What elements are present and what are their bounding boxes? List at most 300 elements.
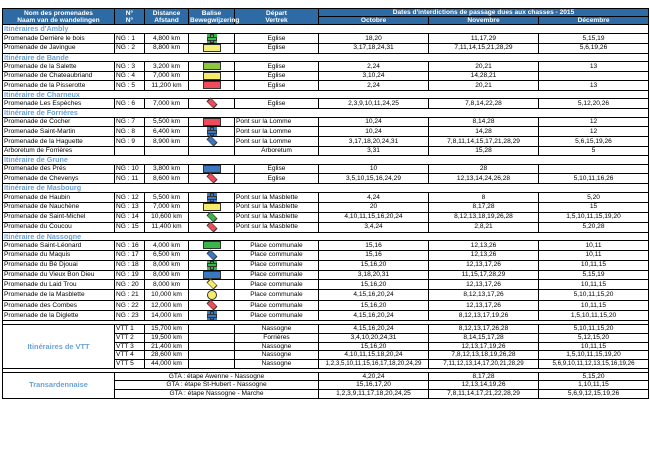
vtt-number: VTT 5 <box>115 359 145 368</box>
group-title-row <box>3 53 649 62</box>
promenade-name: Promenade de Chateaubriand <box>3 71 115 80</box>
november-dates: 7,11,12,13,14,17,20,21,28,29 <box>429 359 539 368</box>
vtt-distance: 44,000 km <box>145 359 189 368</box>
balise-cell <box>189 118 235 127</box>
october-dates: 3,10,24 <box>319 71 429 80</box>
balise-cell <box>189 99 235 109</box>
promenade-number: NG : 3 <box>115 62 145 71</box>
december-dates: 12 <box>539 127 649 137</box>
october-dates: 4,15,16,20,24 <box>319 311 429 321</box>
depart-location: Pont sur la Masblette <box>235 212 319 222</box>
promenade-distance: 3,200 km <box>145 62 189 71</box>
group-title: Itinéraire de Bande <box>3 53 649 62</box>
promenade-name: Promenade du Bé Djouai <box>3 260 115 270</box>
col-no-header: N° N° <box>115 9 145 25</box>
promenade-name: Promenade du Laid Trou <box>3 280 115 290</box>
november-dates: 12,13,17,19,26 <box>429 342 539 351</box>
november-dates: 12,13,14,24,26,28 <box>429 174 539 184</box>
promenade-number: NG : 22 <box>115 301 145 311</box>
december-dates: 12 <box>539 118 649 127</box>
promenade-row <box>3 174 649 184</box>
december-dates: 5,20 <box>539 193 649 203</box>
promenade-name: Promenade Derrière le bois <box>3 34 115 44</box>
gta-stage: GTA : étape Awenne - Nassogne <box>115 372 319 381</box>
november-dates: 8,12,13,17,19,26 <box>429 311 539 321</box>
promenade-distance: 4,800 km <box>145 34 189 44</box>
november-dates: 8 <box>429 193 539 203</box>
promenade-distance: 3,800 km <box>145 164 189 173</box>
december-dates: 5,10,11,16,26 <box>539 174 649 184</box>
balise-cell <box>189 241 235 250</box>
december-dates: 1,5,10,11,15,20 <box>539 311 649 321</box>
vtt-number: VTT 1 <box>115 325 145 334</box>
october-dates: 3,4,10,20,24,31 <box>319 333 429 342</box>
promenade-name: Promenade Saint-Léonard <box>3 241 115 250</box>
promenade-name: Promenade des Combes <box>3 301 115 311</box>
promenade-row <box>3 44 649 53</box>
depart-location: Eglise <box>235 34 319 44</box>
group-title-row <box>3 109 649 118</box>
december-dates: 1,5,10,11,15,19,20 <box>539 351 649 360</box>
promenade-number: NG : 15 <box>115 222 145 232</box>
december-dates: 5,15,19 <box>539 270 649 279</box>
rect-marker-icon <box>203 62 221 70</box>
depart-location: Eglise <box>235 174 319 184</box>
vtt-number: VTT 3 <box>115 342 145 351</box>
october-dates: 4,24 <box>319 193 429 203</box>
balise-cell <box>189 351 235 360</box>
balise-cell <box>189 81 235 90</box>
diamond-marker-icon <box>206 279 217 290</box>
november-dates: 8,17,28 <box>429 372 539 381</box>
transardennaise-section-label: Transardennaise <box>3 372 115 398</box>
depart-location: Eglise <box>235 164 319 173</box>
november-dates: 2,8,21 <box>429 222 539 232</box>
promenade-row <box>3 127 649 137</box>
hunting-closures-table <box>2 8 649 399</box>
december-dates: 10,11,15 <box>539 280 649 290</box>
promenade-number: NG : 20 <box>115 280 145 290</box>
cross-marker-icon <box>207 261 217 270</box>
cross-marker-icon <box>207 193 217 202</box>
october-dates: 4,15,16,20,24 <box>319 325 429 334</box>
balise-cell <box>189 137 235 147</box>
november-dates: 8,12,13,18,19,26,28 <box>429 212 539 222</box>
october-dates: 20 <box>319 203 429 212</box>
balise-cell <box>189 212 235 222</box>
november-dates: 12,13,26 <box>429 250 539 260</box>
gta-stage: GTA : étape Nassogne - Marche <box>115 390 319 399</box>
promenade-distance <box>145 147 189 156</box>
group-title: Itinéraire de Forrières <box>3 109 649 118</box>
transardennaise-row <box>3 372 649 381</box>
col-balise-header: Balise Bewegwijzering <box>190 9 240 24</box>
promenade-distance: 10,000 km <box>145 290 189 301</box>
promenade-number: NG : 1 <box>115 34 145 44</box>
december-dates: 5,12,15,20 <box>539 333 649 342</box>
depart-location: Pont sur la Lomme <box>235 127 319 137</box>
group-title: Itinéraire de Grune <box>3 156 649 165</box>
promenade-number: NG : 23 <box>115 311 145 321</box>
promenade-distance: 7,000 km <box>145 71 189 80</box>
diamond-marker-icon <box>206 136 217 147</box>
october-dates: 10 <box>319 164 429 173</box>
depart-location: Arboretum <box>235 147 319 156</box>
depart-location: Place communale <box>235 311 319 321</box>
depart-location: Nassogne <box>235 325 319 334</box>
balise-cell <box>189 325 235 334</box>
rect-marker-icon <box>203 118 221 126</box>
october-dates: 4,20,24 <box>319 372 429 381</box>
diamond-marker-icon <box>206 173 217 184</box>
promenade-distance: 8,000 km <box>145 280 189 290</box>
promenade-number: NG : 13 <box>115 203 145 212</box>
october-dates: 10,24 <box>319 118 429 127</box>
october-dates: 15,16,20 <box>319 342 429 351</box>
november-dates: 8,14,28 <box>429 118 539 127</box>
promenade-name: Promenade de la Haguette <box>3 137 115 147</box>
december-dates: 5,15,19 <box>539 34 649 44</box>
promenade-row <box>3 250 649 260</box>
balise-cell <box>189 250 235 260</box>
october-dates: 15,16,17,20 <box>319 381 429 390</box>
rect-marker-icon <box>203 165 221 173</box>
november-dates: 14,28 <box>429 127 539 137</box>
promenade-distance: 14,000 km <box>145 311 189 321</box>
october-dates: 4,15,16,20,24 <box>319 290 429 301</box>
balise-cell <box>189 260 235 270</box>
october-dates: 2,24 <box>319 81 429 90</box>
december-dates: 5,12,20,26 <box>539 99 649 109</box>
november-dates: 20,21 <box>429 81 539 90</box>
promenade-row <box>3 222 649 232</box>
promenade-name: Promenade de la Salette <box>3 62 115 71</box>
vtt-section-label: Itinéraires de VTT <box>3 325 115 369</box>
col-distance-header: Distance Afstand <box>145 9 189 25</box>
depart-location: Place communale <box>235 241 319 250</box>
december-dates: 13 <box>539 81 649 90</box>
group-title-row <box>3 184 649 193</box>
promenade-name: Promenade de la Diglette <box>3 311 115 321</box>
group-title-row <box>3 25 649 34</box>
table-body <box>3 25 649 398</box>
diamond-marker-icon <box>206 300 217 311</box>
october-dates: 10,24 <box>319 127 429 137</box>
promenade-name: Promenade de Saint-Michel <box>3 212 115 222</box>
diamond-marker-icon <box>206 98 217 109</box>
promenade-distance: 7,000 km <box>145 99 189 109</box>
promenade-number: NG : 10 <box>115 164 145 173</box>
october-dates: 1,2,3,9,11,17,18,20,24,25 <box>319 390 429 399</box>
promenade-distance: 5,500 km <box>145 193 189 203</box>
december-dates: 10,11,15 <box>539 342 649 351</box>
promenade-distance: 8,000 km <box>145 260 189 270</box>
promenade-name: Arboretum de Forrières <box>3 147 115 156</box>
november-dates: 11,17,29 <box>429 34 539 44</box>
october-dates: 2,24 <box>319 62 429 71</box>
promenade-row <box>3 118 649 127</box>
promenade-row <box>3 203 649 212</box>
promenade-distance: 6,500 km <box>145 250 189 260</box>
promenade-number: NG : 7 <box>115 118 145 127</box>
depart-location: Eglise <box>235 71 319 80</box>
october-dates: 3,17,18,20,24,31 <box>319 137 429 147</box>
october-header: Octobre <box>319 17 429 24</box>
depart-location: Pont sur la Masblette <box>235 222 319 232</box>
promenade-distance: 5,500 km <box>145 118 189 127</box>
depart-location: Place communale <box>235 250 319 260</box>
november-dates: 12,13,17,26 <box>429 280 539 290</box>
december-header: Décembre <box>577 17 610 25</box>
november-dates: 7,11,14,15,21,28,29 <box>429 44 539 53</box>
october-dates: 3,17,18,24,31 <box>319 44 429 53</box>
december-dates: 5,15,20 <box>539 372 649 381</box>
promenade-name: Promenade des Prés <box>3 164 115 173</box>
december-dates: 5 <box>539 147 649 156</box>
october-dates: 15,16,20 <box>319 301 429 311</box>
promenade-name: Promenade du Maquis <box>3 250 115 260</box>
balise-cell <box>189 164 235 173</box>
promenade-name: Promenade du Coucou <box>3 222 115 232</box>
depart-location: Eglise <box>235 44 319 53</box>
promenade-distance: 10,600 km <box>145 212 189 222</box>
december-dates: 10,11 <box>539 241 649 250</box>
promenade-row <box>3 62 649 71</box>
october-dates: 3,5,10,15,16,24,29 <box>319 174 429 184</box>
promenade-row <box>3 34 649 44</box>
vtt-distance: 28,600 km <box>145 351 189 360</box>
november-dates: 7,8,14,22,28 <box>429 99 539 109</box>
group-title: Itinéraire de Charneux <box>3 90 649 99</box>
balise-cell <box>189 147 235 156</box>
promenade-distance: 6,400 km <box>145 127 189 137</box>
table-header <box>3 9 649 25</box>
december-dates: 10,11 <box>539 250 649 260</box>
promenade-name: Promenade de Nauchène <box>3 203 115 212</box>
promenade-distance: 12,000 km <box>145 301 189 311</box>
december-dates: 5,6,9,12,15,19,26 <box>539 390 649 399</box>
promenade-distance: 4,000 km <box>145 241 189 250</box>
december-dates: 5,10,11,15,20 <box>539 325 649 334</box>
october-dates: 18,20 <box>319 34 429 44</box>
november-dates: 7,8,11,14,17,21,22,28,29 <box>429 390 539 399</box>
vtt-distance: 19,500 km <box>145 333 189 342</box>
promenade-number: NG : 11 <box>115 174 145 184</box>
october-dates: 15,16 <box>319 250 429 260</box>
depart-location: Eglise <box>235 99 319 109</box>
november-dates: 7,8,12,13,18,19,26,28 <box>429 351 539 360</box>
november-dates: 15,28 <box>429 147 539 156</box>
balise-cell <box>189 359 235 368</box>
promenade-number: NG : 16 <box>115 241 145 250</box>
november-dates: 20,21 <box>429 62 539 71</box>
balise-cell <box>189 280 235 290</box>
december-dates: 5,10,11,15,20 <box>539 290 649 301</box>
december-dates: 10,11,15 <box>539 301 649 311</box>
depart-location: Place communale <box>235 301 319 311</box>
group-title-row <box>3 156 649 165</box>
gta-stage: GTA : étape St-Hubert - Nassogne <box>115 381 319 390</box>
promenade-distance: 8,900 km <box>145 137 189 147</box>
promenade-row <box>3 241 649 250</box>
october-dates: 3,4,24 <box>319 222 429 232</box>
rect-marker-icon <box>203 203 221 211</box>
december-dates: 5,20,28 <box>539 222 649 232</box>
november-dates: 12,13,17,26 <box>429 301 539 311</box>
october-dates: 15,16,20 <box>319 260 429 270</box>
promenade-name: Promenade Les Espèches <box>3 99 115 109</box>
promenade-row <box>3 212 649 222</box>
promenade-number: NG : 4 <box>115 71 145 80</box>
promenade-name: Promenade de Haubin <box>3 193 115 203</box>
diamond-marker-icon <box>206 249 217 260</box>
vtt-row <box>3 325 649 334</box>
promenade-name: Promenade du Vieux Bon Dieu <box>3 270 115 279</box>
balise-cell <box>189 222 235 232</box>
promenade-name: Promenade de Cocher <box>3 118 115 127</box>
promenade-row <box>3 81 649 90</box>
promenade-number <box>115 147 145 156</box>
december-dates <box>539 164 649 173</box>
november-dates: 8,12,13,17,26,28 <box>429 325 539 334</box>
balise-cell <box>189 62 235 71</box>
promenade-row <box>3 147 649 156</box>
depart-location: Place communale <box>235 290 319 301</box>
december-dates: 5,6,15,19,26 <box>539 137 649 147</box>
group-title: Itinéraire de Masbourg <box>3 184 649 193</box>
november-dates: 12,13,17,26 <box>429 260 539 270</box>
promenade-name: Promenade Saint-Martin <box>3 127 115 137</box>
balise-cell <box>189 290 235 301</box>
december-dates: 10,11,15 <box>539 260 649 270</box>
cross-marker-icon <box>207 127 217 136</box>
promenade-row <box>3 280 649 290</box>
depart-location: Eglise <box>235 62 319 71</box>
november-header: Novembre <box>429 17 539 24</box>
depart-location: Nassogne <box>235 342 319 351</box>
balise-cell <box>189 270 235 279</box>
november-dates: 14,28,21 <box>429 71 539 80</box>
promenade-row <box>3 193 649 203</box>
december-dates: 1,5,10,11,15,19,20 <box>539 212 649 222</box>
balise-cell <box>189 301 235 311</box>
balise-cell <box>189 333 235 342</box>
promenade-number: NG : 9 <box>115 137 145 147</box>
october-dates: 2,3,9,10,11,24,25 <box>319 99 429 109</box>
promenade-name: Promenade de Javingue <box>3 44 115 53</box>
december-dates: 5,6,19,26 <box>539 44 649 53</box>
depart-location: Pont sur la Lomme <box>235 137 319 147</box>
october-dates: 15,16,20 <box>319 280 429 290</box>
promenade-number: NG : 17 <box>115 250 145 260</box>
november-dates: 8,12,13,17,26 <box>429 290 539 301</box>
rect-marker-icon <box>203 44 221 52</box>
promenade-number: NG : 14 <box>115 212 145 222</box>
december-dates: 15 <box>539 203 649 212</box>
promenade-number: NG : 6 <box>115 99 145 109</box>
promenade-distance: 8,000 km <box>145 270 189 279</box>
vtt-distance: 21,400 km <box>145 342 189 351</box>
vtt-distance: 15,700 km <box>145 325 189 334</box>
rect-marker-icon <box>203 271 221 279</box>
circle-marker-icon <box>207 290 217 300</box>
november-dates: 8,14,15,17,28 <box>429 333 539 342</box>
depart-location: Pont sur la Lomme <box>235 118 319 127</box>
col-depart-header: Départ Vertrek <box>235 9 319 25</box>
promenade-row <box>3 164 649 173</box>
december-dates: 5,6,9,10,11,12,13,15,16,19,26 <box>539 359 649 368</box>
depart-location: Nassogne <box>235 359 319 368</box>
balise-cell <box>189 127 235 137</box>
group-title: Itinéraires d'Ambly <box>3 25 649 34</box>
depart-location: Place communale <box>235 260 319 270</box>
diamond-marker-icon <box>206 221 217 232</box>
group-title-row <box>3 90 649 99</box>
november-dates: 12,13,26 <box>429 241 539 250</box>
group-title: Itinéraire de Nassogne <box>3 232 649 241</box>
rect-marker-icon <box>203 241 221 249</box>
promenade-number: NG : 8 <box>115 127 145 137</box>
october-dates: 1,2,3,5,10,11,15,16,17,18,20,24,29 <box>319 359 429 368</box>
vtt-number: VTT 2 <box>115 333 145 342</box>
cross-marker-icon <box>207 34 217 43</box>
november-dates: 12,13,14,19,26 <box>429 381 539 390</box>
balise-cell <box>189 71 235 80</box>
balise-cell <box>189 44 235 53</box>
dates-header <box>319 9 649 25</box>
promenade-number: NG : 12 <box>115 193 145 203</box>
balise-cell <box>189 203 235 212</box>
depart-location: Place communale <box>235 270 319 279</box>
cross-marker-icon <box>207 311 217 320</box>
promenade-distance: 8,600 km <box>145 174 189 184</box>
promenade-name: Promenade de la Masblette <box>3 290 115 301</box>
november-dates: 11,15,17,28,29 <box>429 270 539 279</box>
depart-location: Eglise <box>235 81 319 90</box>
promenade-row <box>3 260 649 270</box>
balise-cell <box>189 193 235 203</box>
promenade-row <box>3 301 649 311</box>
promenade-name: Promenade de Chevenys <box>3 174 115 184</box>
promenade-number: NG : 19 <box>115 270 145 279</box>
promenade-distance: 11,400 km <box>145 222 189 232</box>
dates-title: Dates d'interdictions de passage dues aux chasses - 2015 <box>319 9 648 17</box>
october-dates: 4,10,11,15,16,20,24 <box>319 212 429 222</box>
depart-location: Pont sur la Masblette <box>235 203 319 212</box>
october-dates: 15,16 <box>319 241 429 250</box>
promenade-row <box>3 290 649 301</box>
rect-marker-icon <box>203 81 221 89</box>
balise-cell <box>189 174 235 184</box>
december-dates: 13 <box>539 62 649 71</box>
promenade-row <box>3 99 649 109</box>
december-dates: 1,10,11,15 <box>539 381 649 390</box>
diamond-marker-icon <box>206 211 217 222</box>
balise-cell <box>189 342 235 351</box>
promenade-number: NG : 21 <box>115 290 145 301</box>
promenade-row <box>3 137 649 147</box>
promenade-row <box>3 311 649 321</box>
depart-location: Place communale <box>235 280 319 290</box>
promenade-distance: 8,800 km <box>145 44 189 53</box>
rect-marker-icon <box>203 72 221 80</box>
depart-location: Forrières <box>235 333 319 342</box>
promenade-distance: 7,000 km <box>145 203 189 212</box>
promenade-distance: 11,200 km <box>145 81 189 90</box>
october-dates: 3,31 <box>319 147 429 156</box>
october-dates: 4,10,11,15,18,20,24 <box>319 351 429 360</box>
vtt-number: VTT 4 <box>115 351 145 360</box>
